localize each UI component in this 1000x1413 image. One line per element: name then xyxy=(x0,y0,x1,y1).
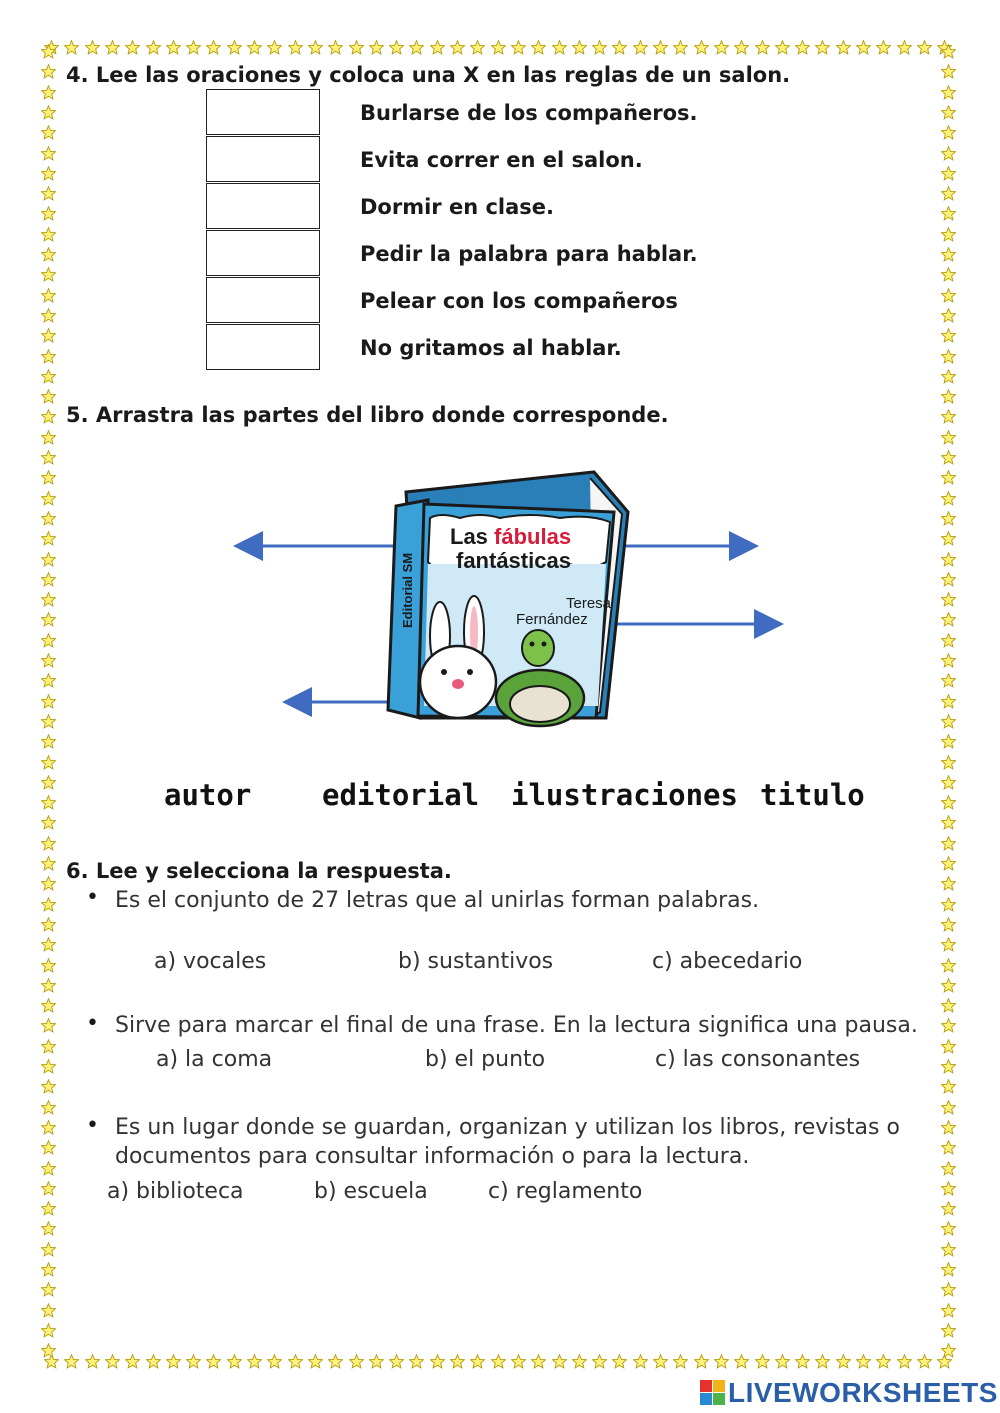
star-icon xyxy=(653,40,668,55)
star-icon xyxy=(941,1323,956,1338)
star-icon xyxy=(941,206,956,221)
star-icon xyxy=(227,40,242,55)
star-icon xyxy=(389,1354,404,1369)
rule-checkbox-5[interactable] xyxy=(206,277,320,323)
star-icon xyxy=(349,40,364,55)
star-icon xyxy=(815,40,830,55)
star-icon xyxy=(450,1354,465,1369)
star-icon xyxy=(267,1354,282,1369)
star-icon xyxy=(41,1282,56,1297)
star-icon xyxy=(247,1354,262,1369)
star-icon xyxy=(41,1262,56,1277)
star-icon xyxy=(41,44,56,59)
star-icon xyxy=(694,40,709,55)
q6-2-option-a[interactable]: a) la coma xyxy=(156,1047,273,1072)
star-icon xyxy=(941,1303,956,1318)
star-icon xyxy=(369,40,384,55)
star-icon xyxy=(941,978,956,993)
star-icon xyxy=(511,1354,526,1369)
star-icon xyxy=(41,389,56,404)
svg-text:Las fábulas xyxy=(450,524,571,549)
star-icon xyxy=(815,1354,830,1369)
star-icon xyxy=(734,1354,749,1369)
book-diagram xyxy=(0,460,1000,760)
star-icon xyxy=(125,1354,140,1369)
q6-3-option-c[interactable]: c) reglamento xyxy=(488,1179,643,1204)
star-icon xyxy=(941,958,956,973)
star-icon xyxy=(41,186,56,201)
star-icon xyxy=(941,795,956,810)
book-title-line-2: fantásticas xyxy=(456,548,571,573)
star-icon xyxy=(941,186,956,201)
rule-checkbox-1[interactable] xyxy=(206,89,320,135)
star-icon xyxy=(308,40,323,55)
bullet-1: • xyxy=(86,885,99,910)
star-icon xyxy=(941,937,956,952)
star-icon xyxy=(941,430,956,445)
star-icon xyxy=(267,40,282,55)
star-icon xyxy=(941,856,956,871)
star-icon xyxy=(755,40,770,55)
star-icon xyxy=(166,40,181,55)
star-icon xyxy=(876,1354,891,1369)
drag-word-editorial[interactable]: editorial xyxy=(322,778,480,812)
star-icon xyxy=(941,267,956,282)
star-icon xyxy=(856,1354,871,1369)
star-icon xyxy=(41,937,56,952)
star-icon xyxy=(41,1201,56,1216)
star-icon xyxy=(941,1140,956,1155)
star-icon xyxy=(941,409,956,424)
q6-1-option-c[interactable]: c) abecedario xyxy=(652,949,803,974)
star-icon xyxy=(41,1242,56,1257)
star-icon xyxy=(941,146,956,161)
star-icon xyxy=(430,40,445,55)
star-icon xyxy=(186,40,201,55)
star-icon xyxy=(41,288,56,303)
star-icon xyxy=(41,247,56,262)
star-icon xyxy=(941,125,956,140)
star-icon xyxy=(125,40,140,55)
star-icon xyxy=(409,1354,424,1369)
star-icon xyxy=(41,958,56,973)
star-icon xyxy=(41,795,56,810)
star-icon xyxy=(836,1354,851,1369)
star-icon xyxy=(592,1354,607,1369)
star-icon xyxy=(41,125,56,140)
rule-text-3: Dormir en clase. xyxy=(360,195,555,219)
star-icon xyxy=(206,40,221,55)
star-icon xyxy=(491,1354,506,1369)
star-icon xyxy=(41,856,56,871)
star-icon xyxy=(917,40,932,55)
star-icon xyxy=(328,1354,343,1369)
star-icon xyxy=(694,1354,709,1369)
star-icon xyxy=(941,1221,956,1236)
star-icon xyxy=(876,40,891,55)
star-icon xyxy=(795,40,810,55)
star-icon xyxy=(41,998,56,1013)
star-icon xyxy=(41,1120,56,1135)
star-icon xyxy=(511,40,526,55)
star-icon xyxy=(572,40,587,55)
star-icon xyxy=(941,876,956,891)
star-icon xyxy=(941,836,956,851)
star-icon xyxy=(41,1079,56,1094)
star-border-top xyxy=(44,40,958,58)
star-icon xyxy=(941,389,956,404)
star-icon xyxy=(917,1354,932,1369)
star-icon xyxy=(41,206,56,221)
star-icon xyxy=(714,40,729,55)
star-icon xyxy=(41,1181,56,1196)
star-icon xyxy=(146,40,161,55)
drag-word-titulo[interactable]: titulo xyxy=(760,778,865,812)
star-icon xyxy=(572,1354,587,1369)
star-icon xyxy=(470,1354,485,1369)
liveworksheets-icon xyxy=(700,1380,726,1406)
book-publisher: Editorial SM xyxy=(400,552,415,628)
star-icon xyxy=(941,1100,956,1115)
book-illustration xyxy=(388,472,628,726)
star-icon xyxy=(941,247,956,262)
liveworksheets-text: LIVEWORKSHEETS xyxy=(728,1377,998,1408)
question-5-title: 5. Arrastra las partes del libro donde corresponde. xyxy=(66,403,669,427)
star-icon xyxy=(531,40,546,55)
star-icon xyxy=(775,40,790,55)
book-title-word-1: Las xyxy=(450,524,495,549)
star-icon xyxy=(41,328,56,343)
star-icon xyxy=(41,815,56,830)
star-icon xyxy=(941,1059,956,1074)
star-icon xyxy=(941,166,956,181)
star-icon xyxy=(897,40,912,55)
star-icon xyxy=(288,40,303,55)
star-icon xyxy=(633,1354,648,1369)
rule-text-4: Pedir la palabra para hablar. xyxy=(360,242,698,266)
star-icon xyxy=(41,85,56,100)
star-icon xyxy=(941,1282,956,1297)
star-icon xyxy=(612,40,627,55)
star-icon xyxy=(941,917,956,932)
question-6-3-text-line-2: documentos para consultar información o para la lectura. xyxy=(115,1144,750,1169)
star-icon xyxy=(288,1354,303,1369)
star-icon xyxy=(941,1242,956,1257)
star-icon xyxy=(41,64,56,79)
star-icon xyxy=(941,369,956,384)
star-icon xyxy=(552,40,567,55)
q6-3-option-b[interactable]: b) escuela xyxy=(314,1179,428,1204)
star-icon xyxy=(941,349,956,364)
star-icon xyxy=(389,40,404,55)
star-icon xyxy=(941,1343,956,1358)
star-icon xyxy=(41,1018,56,1033)
star-icon xyxy=(41,349,56,364)
book-title-word-2: fábulas xyxy=(494,524,572,549)
rule-text-6: No gritamos al hablar. xyxy=(360,336,622,360)
star-icon xyxy=(856,40,871,55)
star-icon xyxy=(41,1323,56,1338)
star-icon xyxy=(41,1039,56,1054)
star-icon xyxy=(41,775,56,790)
rule-text-1: Burlarse de los compañeros. xyxy=(360,101,698,125)
star-icon xyxy=(166,1354,181,1369)
star-icon xyxy=(941,1018,956,1033)
question-6-3-text-line-1: Es un lugar donde se guardan, organizan y utilizan los libros, revistas o xyxy=(115,1115,900,1140)
bullet-3: • xyxy=(86,1113,99,1138)
star-icon xyxy=(775,1354,790,1369)
star-icon xyxy=(941,1079,956,1094)
star-icon xyxy=(795,1354,810,1369)
star-icon xyxy=(41,308,56,323)
star-icon xyxy=(941,44,956,59)
star-icon xyxy=(941,85,956,100)
star-icon xyxy=(897,1354,912,1369)
star-icon xyxy=(247,40,262,55)
rule-checkbox-2[interactable] xyxy=(206,136,320,182)
star-icon xyxy=(85,40,100,55)
star-icon xyxy=(41,267,56,282)
q6-1-option-a[interactable]: a) vocales xyxy=(154,949,267,974)
star-icon xyxy=(308,1354,323,1369)
drag-word-autor[interactable]: autor xyxy=(164,778,252,812)
star-icon xyxy=(41,105,56,120)
star-icon xyxy=(105,1354,120,1369)
q6-2-option-c[interactable]: c) las consonantes xyxy=(655,1047,861,1072)
star-icon xyxy=(430,1354,445,1369)
star-icon xyxy=(941,308,956,323)
star-icon xyxy=(105,40,120,55)
star-icon xyxy=(470,40,485,55)
liveworksheets-logo[interactable] xyxy=(700,1377,998,1409)
star-icon xyxy=(941,1161,956,1176)
star-icon xyxy=(41,1140,56,1155)
star-icon xyxy=(349,1354,364,1369)
star-icon xyxy=(673,40,688,55)
star-icon xyxy=(755,1354,770,1369)
star-icon xyxy=(146,1354,161,1369)
q6-3-option-a[interactable]: a) biblioteca xyxy=(107,1179,244,1204)
star-icon xyxy=(85,1354,100,1369)
star-icon xyxy=(41,1303,56,1318)
q6-1-option-b[interactable]: b) sustantivos xyxy=(398,949,554,974)
star-icon xyxy=(633,40,648,55)
star-icon xyxy=(941,1262,956,1277)
star-icon xyxy=(41,836,56,851)
star-icon xyxy=(369,1354,384,1369)
star-icon xyxy=(328,40,343,55)
rule-checkbox-3[interactable] xyxy=(206,183,320,229)
star-icon xyxy=(941,227,956,242)
star-icon xyxy=(41,897,56,912)
star-icon xyxy=(552,1354,567,1369)
star-icon xyxy=(41,409,56,424)
star-icon xyxy=(941,1120,956,1135)
star-icon xyxy=(41,166,56,181)
question-6-title: 6. Lee y selecciona la respuesta. xyxy=(66,859,452,883)
rule-text-5: Pelear con los compañeros xyxy=(360,289,678,313)
star-icon xyxy=(941,1039,956,1054)
rule-text-2: Evita correr en el salon. xyxy=(360,148,643,172)
star-icon xyxy=(64,1354,79,1369)
star-icon xyxy=(941,105,956,120)
star-icon xyxy=(41,917,56,932)
q6-2-option-b[interactable]: b) el punto xyxy=(425,1047,546,1072)
rule-checkbox-4[interactable] xyxy=(206,230,320,276)
star-icon xyxy=(409,40,424,55)
star-icon xyxy=(592,40,607,55)
book-author-line-2: Fernández xyxy=(516,611,588,628)
question-6-1-text: Es el conjunto de 27 letras que al unirlas forman palabras. xyxy=(115,888,760,913)
question-4-title: 4. Lee las oraciones y coloca una X en las reglas de un salon. xyxy=(66,63,791,87)
star-icon xyxy=(941,998,956,1013)
star-icon xyxy=(941,1201,956,1216)
rule-checkbox-6[interactable] xyxy=(206,324,320,370)
star-border-bottom xyxy=(44,1354,958,1372)
star-icon xyxy=(941,288,956,303)
star-icon xyxy=(41,369,56,384)
star-icon xyxy=(941,328,956,343)
star-icon xyxy=(714,1354,729,1369)
drag-word-ilustraciones[interactable]: ilustraciones xyxy=(511,778,738,812)
star-icon xyxy=(41,1221,56,1236)
star-icon xyxy=(941,897,956,912)
star-icon xyxy=(491,40,506,55)
star-icon xyxy=(941,815,956,830)
star-icon xyxy=(612,1354,627,1369)
question-6-2-text: Sirve para marcar el final de una frase. En la lectura significa una pausa. xyxy=(115,1013,918,1038)
star-icon xyxy=(941,1181,956,1196)
star-icon xyxy=(41,978,56,993)
star-icon xyxy=(64,40,79,55)
star-icon xyxy=(41,227,56,242)
star-icon xyxy=(673,1354,688,1369)
star-icon xyxy=(450,40,465,55)
star-icon xyxy=(941,775,956,790)
star-icon xyxy=(206,1354,221,1369)
star-icon xyxy=(734,40,749,55)
star-icon xyxy=(41,1161,56,1176)
star-icon xyxy=(531,1354,546,1369)
star-icon xyxy=(227,1354,242,1369)
star-icon xyxy=(836,40,851,55)
star-icon xyxy=(41,146,56,161)
star-icon xyxy=(41,1059,56,1074)
bullet-2: • xyxy=(86,1011,99,1036)
star-icon xyxy=(41,876,56,891)
star-icon xyxy=(941,64,956,79)
star-icon xyxy=(41,430,56,445)
star-icon xyxy=(186,1354,201,1369)
star-icon xyxy=(653,1354,668,1369)
book-author-line-1: Teresa xyxy=(566,595,612,612)
star-icon xyxy=(41,1343,56,1358)
star-icon xyxy=(41,1100,56,1115)
